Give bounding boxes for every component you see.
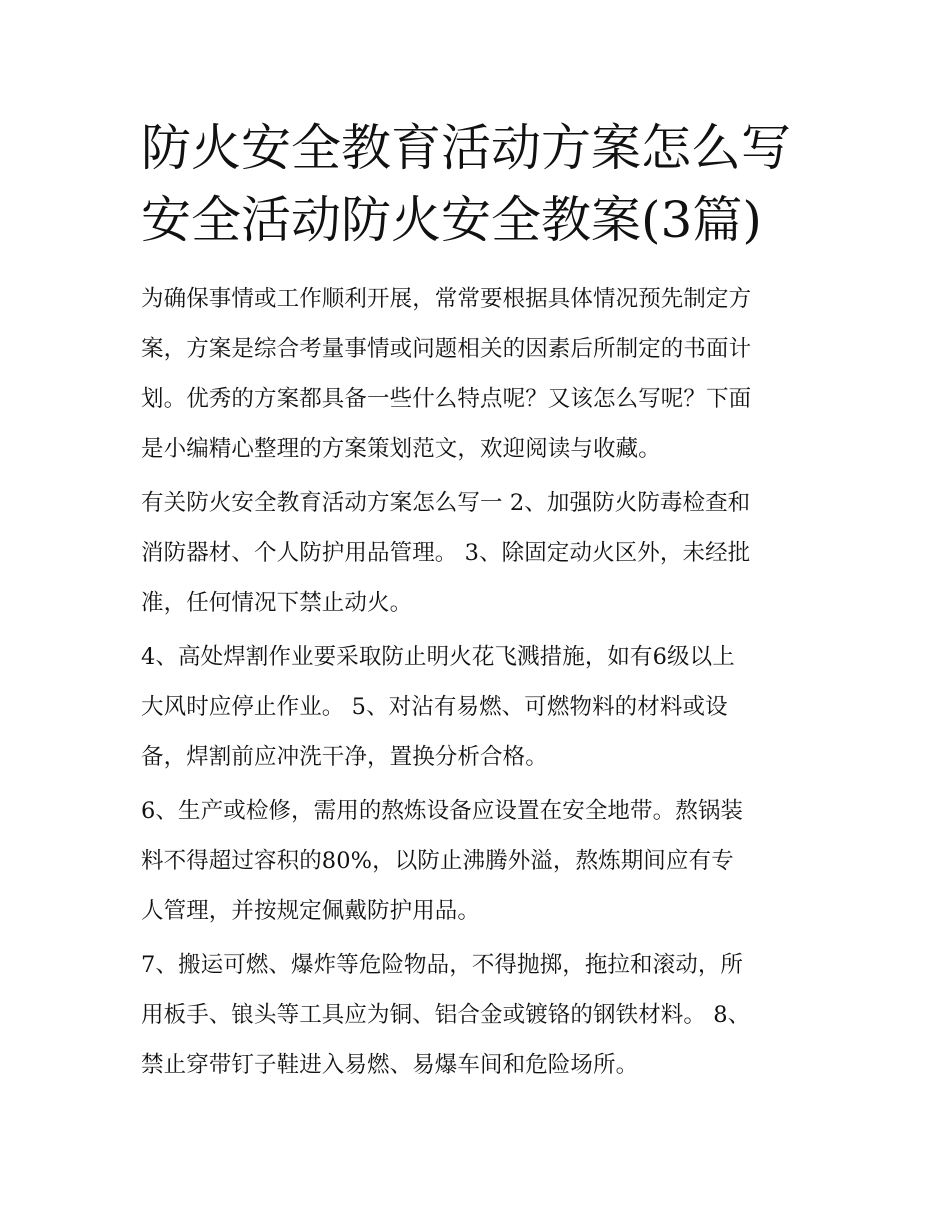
paragraph-line: 有关防火安全教育活动方案怎么写一 2、加强防火防毒检查和 [141, 490, 751, 516]
paragraph-line: 人管理，并按规定佩戴防护用品。 [141, 898, 481, 924]
paragraph-line: 备，焊割前应冲洗干净，置换分析合格。 [141, 744, 548, 770]
rule-4-5-paragraph [141, 632, 821, 782]
rule-6-paragraph [141, 786, 821, 936]
paragraph-line: 用板手、锒头等工具应为铜、铝合金或镀铬的钢铁材料。 8、 [141, 1002, 751, 1028]
paragraph-line: 划。优秀的方案都具备一些什么特点呢？又该怎么写呢？下面 [141, 386, 752, 412]
title-line-2: 安全活动防火安全教案(3篇) [141, 191, 762, 249]
paragraph-line: 为确保事情或工作顺利开展，常常要根据具体情况预先制定方 [141, 286, 752, 312]
paragraph-line: 禁止穿带钉子鞋进入易燃、易爆车间和危险场所。 [141, 1052, 639, 1078]
rule-7-8-paragraph [141, 940, 821, 1090]
document-content [141, 112, 821, 1094]
paragraph-line: 大风时应停止作业。 5、对沾有易燃、可燃物料的材料或设 [141, 694, 728, 720]
paragraph-line: 4、高处焊割作业要采取防止明火花飞溅措施，如有6级以上 [141, 644, 735, 670]
paragraph-line: 6、生产或检修，需用的熬炼设备应设置在安全地带。熬锅装 [141, 798, 744, 824]
paragraph-line: 案，方案是综合考量事情或问题相关的因素后所制定的书面计 [141, 336, 752, 362]
document-title [141, 112, 821, 256]
paragraph-line: 料不得超过容积的80%，以防止沸腾外溢，熬炼期间应有专 [141, 848, 734, 874]
paragraph-line: 是小编精心整理的方案策划范文，欢迎阅读与收藏。 [141, 436, 661, 462]
paragraph-line: 准，任何情况下禁止动火。 [141, 590, 413, 616]
document-body [141, 274, 821, 1090]
paragraph-line: 7、搬运可燃、爆炸等危险物品，不得抛掷，拖拉和滚动，所 [141, 952, 744, 978]
paragraph-line: 消防器材、个人防护用品管理。 3、除固定动火区外，未经批 [141, 540, 751, 566]
intro-paragraph [141, 274, 821, 474]
title-line-1: 防火安全教育活动方案怎么写 [141, 119, 791, 177]
section-one-paragraph [141, 478, 821, 628]
